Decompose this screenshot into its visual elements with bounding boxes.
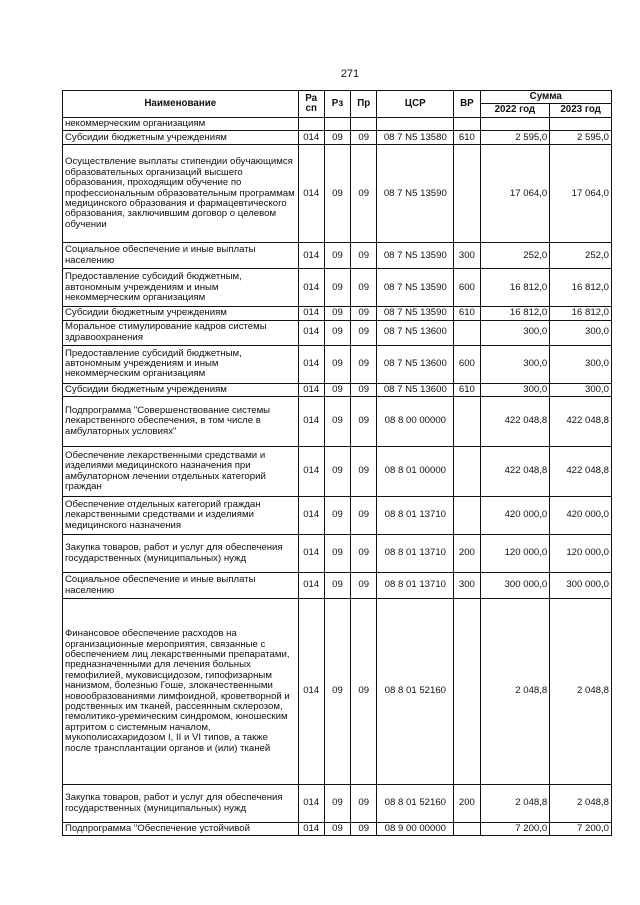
table-row (63, 573, 612, 599)
row-name-cell: Субсидии бюджетным учреждениям (63, 131, 299, 145)
row-pr-cell: 09 (351, 345, 377, 383)
row-rz-cell: 09 (324, 497, 350, 535)
row-vr-cell: 200 (454, 785, 480, 823)
row-amount-2022-cell: 2 048,8 (480, 785, 550, 823)
table-row (63, 397, 612, 447)
header-year-2023: 2023 год (550, 104, 612, 117)
row-csr-cell: 08 7 N5 13600 (377, 320, 454, 345)
table-row (63, 307, 612, 320)
row-rz-cell: 09 (324, 320, 350, 345)
row-rz-cell (324, 117, 350, 130)
row-rasp-cell: 014 (298, 145, 324, 243)
header-vr: ВР (454, 91, 480, 118)
row-amount-2022-cell: 422 048,8 (480, 447, 550, 497)
row-amount-2023-cell: 300,0 (550, 320, 612, 345)
row-amount-2023-cell: 2 048,8 (550, 785, 612, 823)
table-row (63, 243, 612, 269)
row-amount-2022-cell: 2 048,8 (480, 599, 550, 785)
row-name-cell: Субсидии бюджетным учреждениям (63, 383, 299, 396)
row-name-cell: Субсидии бюджетным учреждениям (63, 307, 299, 320)
row-pr-cell: 09 (351, 383, 377, 396)
row-name-cell: Социальное обеспечение и иные выплаты населению (63, 573, 299, 599)
row-csr-cell: 08 8 01 52160 (377, 599, 454, 785)
table-body (63, 117, 612, 836)
row-csr-cell: 08 8 01 00000 (377, 447, 454, 497)
row-csr-cell: 08 8 01 13710 (377, 497, 454, 535)
row-rz-cell: 09 (324, 785, 350, 823)
row-csr-cell: 08 7 N5 13590 (377, 269, 454, 307)
row-name-cell: Подпрограмма "Совершенствование системы лекарственного обеспечения, в том числе в амбулаторных условиях" (63, 397, 299, 447)
row-amount-2023-cell: 252,0 (550, 243, 612, 269)
row-amount-2022-cell: 7 200,0 (480, 823, 550, 836)
row-name-cell: Предоставление субсидий бюджетным, автономным учреждениям и иным некоммерческим организациям (63, 269, 299, 307)
row-csr-cell: 08 7 N5 13600 (377, 345, 454, 383)
row-rasp-cell: 014 (298, 345, 324, 383)
row-rasp-cell: 014 (298, 823, 324, 836)
row-amount-2022-cell: 300,0 (480, 320, 550, 345)
row-pr-cell (351, 117, 377, 130)
row-csr-cell (377, 117, 454, 130)
row-name-cell: Социальное обеспечение и иные выплаты населению (63, 243, 299, 269)
row-rz-cell: 09 (324, 823, 350, 836)
table-row (63, 599, 612, 785)
row-amount-2023-cell: 16 812,0 (550, 307, 612, 320)
row-rz-cell: 09 (324, 345, 350, 383)
row-amount-2022-cell: 16 812,0 (480, 269, 550, 307)
row-name-cell: Моральное стимулирование кадров системы здравоохранения (63, 320, 299, 345)
row-rasp-cell: 014 (298, 785, 324, 823)
row-amount-2022-cell: 120 000,0 (480, 535, 550, 573)
row-rz-cell: 09 (324, 573, 350, 599)
row-amount-2023-cell: 300,0 (550, 345, 612, 383)
row-vr-cell (454, 117, 480, 130)
row-pr-cell: 09 (351, 599, 377, 785)
row-vr-cell: 610 (454, 307, 480, 320)
row-vr-cell: 610 (454, 383, 480, 396)
header-sum: Сумма (480, 91, 611, 104)
row-rasp-cell: 014 (298, 269, 324, 307)
row-rz-cell: 09 (324, 535, 350, 573)
header-name: Наименование (63, 91, 299, 118)
row-rasp-cell: 014 (298, 497, 324, 535)
row-amount-2023-cell: 422 048,8 (550, 447, 612, 497)
row-amount-2022-cell (480, 117, 550, 130)
row-vr-cell (454, 145, 480, 243)
table-row (63, 535, 612, 573)
row-pr-cell: 09 (351, 497, 377, 535)
table-row (63, 145, 612, 243)
header-csr: ЦСР (377, 91, 454, 118)
row-rasp-cell: 014 (298, 573, 324, 599)
row-name-cell: некоммерческим организациям (63, 117, 299, 130)
row-vr-cell: 200 (454, 535, 480, 573)
row-amount-2023-cell: 7 200,0 (550, 823, 612, 836)
row-csr-cell: 08 8 01 13710 (377, 573, 454, 599)
row-amount-2023-cell: 300 000,0 (550, 573, 612, 599)
row-amount-2023-cell: 16 812,0 (550, 269, 612, 307)
row-vr-cell: 300 (454, 573, 480, 599)
row-amount-2022-cell: 17 064,0 (480, 145, 550, 243)
row-name-cell: Осуществление выплаты стипендии обучающимся образовательных организаций высшего образования, проходящим обучение по профессиональным образовательным программам медицинского образования и фармацевтического образования, заключившим договор о целевом обучении (63, 145, 299, 243)
row-rasp-cell: 014 (298, 320, 324, 345)
table-row (63, 345, 612, 383)
row-vr-cell: 600 (454, 345, 480, 383)
row-pr-cell: 09 (351, 573, 377, 599)
row-rasp-cell: 014 (298, 131, 324, 145)
page-number: 271 (340, 68, 360, 80)
row-pr-cell: 09 (351, 397, 377, 447)
row-rz-cell: 09 (324, 447, 350, 497)
row-amount-2023-cell: 2 595,0 (550, 131, 612, 145)
row-amount-2022-cell: 420 000,0 (480, 497, 550, 535)
row-amount-2022-cell: 300,0 (480, 345, 550, 383)
row-csr-cell: 08 7 N5 13600 (377, 383, 454, 396)
row-csr-cell: 08 8 01 13710 (377, 535, 454, 573)
header-rasp: Ра сп (298, 91, 324, 118)
row-name-cell: Подпрограмма "Обеспечение устойчивой (63, 823, 299, 836)
row-rasp-cell (298, 117, 324, 130)
row-amount-2023-cell: 2 048,8 (550, 599, 612, 785)
table-row (63, 785, 612, 823)
row-amount-2023-cell: 17 064,0 (550, 145, 612, 243)
row-csr-cell: 08 8 00 00000 (377, 397, 454, 447)
row-vr-cell (454, 320, 480, 345)
row-vr-cell: 600 (454, 269, 480, 307)
row-vr-cell (454, 497, 480, 535)
row-csr-cell: 08 9 00 00000 (377, 823, 454, 836)
row-rz-cell: 09 (324, 269, 350, 307)
row-vr-cell (454, 599, 480, 785)
row-pr-cell: 09 (351, 785, 377, 823)
row-rasp-cell: 014 (298, 535, 324, 573)
row-amount-2022-cell: 300 000,0 (480, 573, 550, 599)
row-csr-cell: 08 7 N5 13580 (377, 131, 454, 145)
row-name-cell: Закупка товаров, работ и услуг для обеспечения государственных (муниципальных) нужд (63, 785, 299, 823)
row-amount-2022-cell: 16 812,0 (480, 307, 550, 320)
row-rz-cell: 09 (324, 131, 350, 145)
budget-table (62, 90, 612, 836)
row-rasp-cell: 014 (298, 599, 324, 785)
row-rasp-cell: 014 (298, 397, 324, 447)
row-amount-2022-cell: 2 595,0 (480, 131, 550, 145)
row-vr-cell: 300 (454, 243, 480, 269)
row-rz-cell: 09 (324, 243, 350, 269)
row-rasp-cell: 014 (298, 307, 324, 320)
row-pr-cell: 09 (351, 307, 377, 320)
row-rasp-cell: 014 (298, 243, 324, 269)
table-row (63, 131, 612, 145)
row-pr-cell: 09 (351, 269, 377, 307)
header-rz: Рз (324, 91, 350, 118)
row-vr-cell (454, 447, 480, 497)
row-csr-cell: 08 7 N5 13590 (377, 307, 454, 320)
row-rz-cell: 09 (324, 383, 350, 396)
row-name-cell: Обеспечение отдельных категорий граждан лекарственными средствами и изделиями медицинского назначения (63, 497, 299, 535)
row-amount-2023-cell (550, 117, 612, 130)
table-row (63, 383, 612, 396)
table-row (63, 823, 612, 836)
table-row (63, 269, 612, 307)
row-amount-2022-cell: 422 048,8 (480, 397, 550, 447)
table-row (63, 320, 612, 345)
row-pr-cell: 09 (351, 320, 377, 345)
row-csr-cell: 08 7 N5 13590 (377, 145, 454, 243)
table-row (63, 117, 612, 130)
row-pr-cell: 09 (351, 145, 377, 243)
row-rz-cell: 09 (324, 145, 350, 243)
row-amount-2022-cell: 252,0 (480, 243, 550, 269)
row-name-cell: Обеспечение лекарственными средствами и изделиями медицинского назначения при амбулаторном лечении отдельных категорий граждан (63, 447, 299, 497)
row-pr-cell: 09 (351, 447, 377, 497)
row-amount-2023-cell: 120 000,0 (550, 535, 612, 573)
row-rasp-cell: 014 (298, 383, 324, 396)
row-vr-cell (454, 823, 480, 836)
row-csr-cell: 08 7 N5 13590 (377, 243, 454, 269)
row-name-cell: Финансовое обеспечение расходов на организационные мероприятия, связанные с обеспечением лиц лекарственными препаратами, предназначенными для лечения больных гемофилией, муковисцидозом, гипофизарным нанизмом, болезнью Гоше, злокачественными новообразованиями лимфоидной, кроветворной и родственных им тканей, рассеянным склерозом, гемолитико-уремическим синдромом, юношеским артритом с системным началом, мукополисахаридозом I, II и VI типов, а также после трансплантации органов и (или) тканей (63, 599, 299, 785)
table-row (63, 497, 612, 535)
header-pr: Пр (351, 91, 377, 118)
row-name-cell: Предоставление субсидий бюджетным, автономным учреждениям и иным некоммерческим организациям (63, 345, 299, 383)
row-amount-2023-cell: 422 048,8 (550, 397, 612, 447)
table-row (63, 447, 612, 497)
row-pr-cell: 09 (351, 823, 377, 836)
row-pr-cell: 09 (351, 131, 377, 145)
row-vr-cell (454, 397, 480, 447)
row-csr-cell: 08 8 01 52160 (377, 785, 454, 823)
row-vr-cell: 610 (454, 131, 480, 145)
row-pr-cell: 09 (351, 535, 377, 573)
header-year-2022: 2022 год (480, 104, 550, 117)
row-amount-2023-cell: 300,0 (550, 383, 612, 396)
row-rasp-cell: 014 (298, 447, 324, 497)
row-rz-cell: 09 (324, 397, 350, 447)
row-rz-cell: 09 (324, 307, 350, 320)
row-name-cell: Закупка товаров, работ и услуг для обеспечения государственных (муниципальных) нужд (63, 535, 299, 573)
row-amount-2022-cell: 300,0 (480, 383, 550, 396)
row-rz-cell: 09 (324, 599, 350, 785)
header-row (63, 91, 612, 104)
row-amount-2023-cell: 420 000,0 (550, 497, 612, 535)
row-pr-cell: 09 (351, 243, 377, 269)
